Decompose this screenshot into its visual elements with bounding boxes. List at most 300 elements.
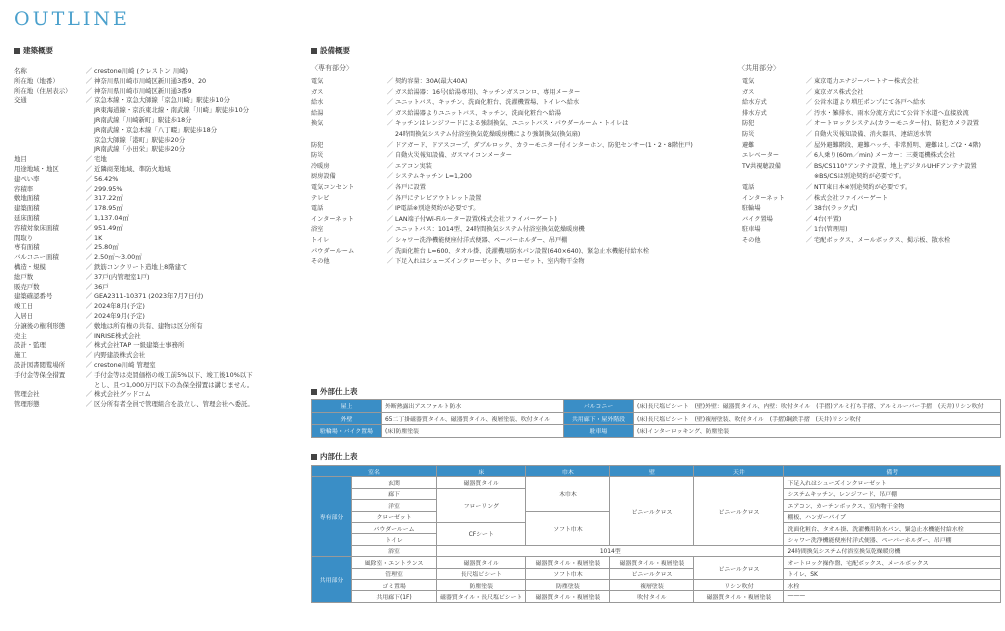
equipment-heading: 設備概要	[311, 45, 350, 56]
item-label	[14, 145, 84, 155]
header-cell: 室名	[312, 466, 437, 477]
square-bullet-icon	[311, 389, 317, 395]
exterior-heading: 外部仕上表	[311, 386, 358, 397]
table-cell: 玄関	[352, 477, 437, 488]
separator: ／	[805, 88, 813, 96]
item-value: 317.22㎡	[94, 194, 123, 203]
item-label: 手付金等保全措置	[14, 370, 66, 379]
separator: ／	[85, 76, 93, 85]
list-item	[14, 322, 304, 332]
item-label: 容積対象床面積	[14, 223, 59, 232]
list-item	[742, 151, 1002, 162]
item-label: 浴室	[311, 226, 324, 234]
item-label: 排水方式	[742, 109, 767, 117]
list-item	[311, 204, 731, 215]
table-cell: オートロック操作盤、宅配ボックス、メールボックス	[784, 557, 1001, 568]
item-value: 神奈川県川崎市川崎区新川通3番9	[94, 86, 192, 95]
list-item	[14, 263, 304, 273]
list-item	[14, 194, 304, 204]
item-value: 近隣商業地域、準防火地域	[94, 164, 171, 173]
item-label: 防災	[742, 130, 755, 138]
list-item	[14, 351, 304, 361]
separator: ／	[85, 400, 93, 409]
table-cell: 共用廊下(1F)	[352, 591, 437, 602]
separator: ／	[386, 88, 394, 96]
exterior-finish-table	[311, 399, 1001, 438]
separator: ／	[85, 96, 93, 105]
item-label	[14, 116, 84, 126]
item-label: 名称	[14, 67, 27, 75]
item-label: 駐車場	[742, 226, 761, 234]
private-equipment-list	[311, 77, 731, 268]
list-item	[14, 77, 304, 87]
list-item	[14, 302, 304, 312]
item-label: 建ぺい率	[14, 174, 40, 183]
item-value: 178.95㎡	[94, 204, 123, 213]
item-label: 総戸数	[14, 272, 34, 281]
list-item	[14, 381, 304, 391]
item-label: 電話	[742, 183, 755, 191]
list-item	[14, 67, 304, 77]
table-cell: 駐輪場・バイク置場	[312, 425, 382, 438]
item-value: 2024年9月(予定)	[94, 311, 145, 320]
list-item	[311, 257, 731, 268]
separator: ／	[805, 215, 813, 223]
item-value: 1,137.04㎡	[94, 213, 129, 222]
page-title: OUTLINE	[14, 8, 130, 30]
table-row	[312, 591, 1001, 602]
table-cell: 磁器質タイル・長尺塩ビシート	[437, 591, 526, 602]
group-cell: 専有部分	[312, 477, 352, 557]
list-item	[742, 194, 1002, 205]
table-cell: (床)防塵塗装	[382, 425, 564, 438]
table-row	[312, 579, 1001, 590]
list-item	[14, 390, 304, 400]
table-cell: 外断熱露出アスファルト防水	[382, 400, 564, 413]
list-item	[311, 247, 731, 258]
table-cell: システムキッチン、レンジフード、吊戸棚	[784, 488, 1001, 499]
item-label: 地目	[14, 155, 27, 164]
list-item	[311, 141, 731, 152]
list-item	[742, 162, 1002, 173]
item-label: バイク置場	[742, 215, 773, 223]
list-item	[14, 253, 304, 263]
item-label: 敷地面積	[14, 194, 40, 203]
item-value: IP電話※別途契約が必要です。	[395, 205, 480, 213]
separator: ／	[386, 183, 394, 191]
table-row	[312, 425, 1001, 438]
item-label: 販売戸数	[14, 282, 40, 291]
table-cell: 24時間換気システム付浴室換気乾燥暖房機	[784, 545, 1001, 556]
square-bullet-icon	[311, 454, 317, 460]
separator: ／	[805, 183, 813, 191]
table-cell: 棚板、ハンガーパイプ	[784, 511, 1001, 522]
table-cell: CFシート	[437, 522, 526, 545]
list-item	[14, 155, 304, 165]
item-value: 2.50㎡〜3.00㎡	[94, 253, 142, 262]
item-label: インターネット	[311, 215, 354, 223]
separator	[84, 136, 94, 146]
separator: ／	[85, 370, 93, 379]
building-heading: 建築概要	[14, 45, 53, 56]
item-value: 36戸	[94, 282, 109, 291]
separator: ／	[386, 173, 394, 181]
separator	[84, 145, 94, 155]
item-value: 契約容量：30A(最大40A)	[395, 78, 468, 85]
item-value: 299.95%	[94, 184, 123, 193]
item-label: 設計図書閲覧場所	[14, 360, 66, 369]
table-cell: ゴミ置場	[352, 579, 437, 590]
table-cell: 磁器質タイル・複層塗装	[694, 591, 784, 602]
item-label	[14, 106, 84, 116]
item-label: 売主	[14, 331, 27, 340]
table-header-row	[312, 466, 1001, 477]
list-item	[14, 371, 304, 381]
item-value: 汚水・雑排水、雨水分流方式にて公営下水道へ直接放流	[814, 109, 969, 117]
common-equipment-label: 〈共用部分〉	[738, 64, 780, 72]
item-label: 電気	[311, 78, 324, 85]
item-value: ガス給湯器：16号(給湯専用)、キッチンガスコンロ、専用メーター	[395, 88, 581, 96]
separator: ／	[805, 130, 813, 138]
item-label: 竣工日	[14, 302, 34, 311]
table-cell: 木巾木	[526, 477, 610, 511]
list-item	[311, 119, 731, 130]
item-label: その他	[742, 236, 761, 244]
table-cell: 廊下	[352, 488, 437, 499]
item-value: 敷地は所有権の共有、建物は区分所有	[94, 321, 203, 330]
item-label	[311, 130, 385, 141]
separator: ／	[386, 258, 394, 266]
item-label: 間取り	[14, 233, 34, 242]
item-label: 所在地（住居表示）	[14, 86, 72, 95]
separator: ／	[85, 184, 93, 193]
list-item	[742, 109, 1002, 120]
list-item	[742, 130, 1002, 141]
list-item	[742, 119, 1002, 130]
item-label: 防犯	[742, 120, 755, 128]
separator: ／	[85, 331, 93, 340]
item-label: バルコニー面積	[14, 253, 59, 262]
table-cell: トイレ	[352, 534, 437, 545]
list-item	[311, 236, 731, 247]
item-value: 4台(平置)	[814, 215, 842, 223]
header-cell: 壁	[610, 466, 694, 477]
item-label: ガス	[742, 88, 755, 96]
separator: ／	[85, 155, 93, 164]
item-value: とし、且つ1,000万円以下の為保全措置は講じません。	[94, 380, 254, 389]
item-label: 分譲後の権利形態	[14, 321, 66, 330]
table-cell: 水栓	[784, 579, 1001, 590]
item-label	[14, 126, 84, 136]
table-cell: 洗面化粧台、タオル掛、洗濯機用防水パン、緊急止水機能付給水栓	[784, 522, 1001, 533]
item-label: 給湯	[311, 109, 324, 117]
item-value: 37戸(内管理室1戸)	[94, 272, 150, 281]
header-cell: 天井	[694, 466, 784, 477]
table-cell: (床)長尺塩ビシート (壁)外壁：磁器質タイル、内壁：吹付タイル (手摺)アルミ打ち手摺、アルミルーバー手摺 (天井)リシン吹付	[634, 400, 1001, 413]
item-value: crestone川崎 管理室	[94, 360, 156, 369]
item-value: シャワー洗浄機能便座付洋式便器、ペーパーホルダー、吊戸棚	[395, 236, 568, 244]
interior-heading: 内部仕上表	[311, 451, 358, 462]
item-label: 建築確認番号	[14, 292, 53, 301]
table-cell: 吹付タイル	[610, 591, 694, 602]
item-label: インターネット	[742, 194, 785, 202]
list-item	[311, 88, 731, 99]
item-label: 防災	[311, 152, 324, 160]
table-cell: シャワー洗浄機能便座付洋式便器、ペーパーホルダー、吊戸棚	[784, 534, 1001, 545]
separator: ／	[85, 204, 93, 213]
separator: ／	[85, 223, 93, 232]
list-item	[14, 400, 304, 410]
item-value: 京急大師線「港町」駅徒歩20分	[94, 135, 186, 144]
separator: ／	[386, 99, 394, 107]
item-value: 内野建設株式会社	[94, 351, 146, 360]
separator: ／	[805, 226, 813, 234]
separator	[84, 126, 94, 136]
separator: ／	[85, 272, 93, 281]
item-value: 24時間換気システム付浴室換気乾燥暖房機により強制換気(換気扇)	[395, 130, 581, 138]
item-value: 神奈川県川崎市川崎区新川通3番9、20	[94, 76, 207, 85]
table-cell: リシン吹付	[694, 579, 784, 590]
item-value: LAN端子付Wi-Fiルーター設置(株式会社ファイバーゲート)	[395, 215, 557, 223]
separator: ／	[386, 109, 394, 117]
separator: ／	[386, 141, 394, 149]
separator: ／	[386, 194, 394, 202]
separator: ／	[805, 99, 813, 107]
separator	[84, 106, 94, 116]
separator	[84, 116, 94, 126]
list-item	[14, 273, 304, 283]
item-value: 自動火災報知設備、ガスマイコンメーター	[395, 152, 512, 160]
item-value: JR南武線「小田栄」駅徒歩20分	[94, 145, 186, 154]
item-value: 手付金等は売買価格の竣工前5%以下、竣工後10%以下	[94, 370, 253, 379]
item-label: 換気	[311, 120, 324, 128]
separator: ／	[85, 311, 93, 320]
item-value: 25.80㎡	[94, 243, 119, 252]
table-cell: ビニールクロス	[694, 557, 784, 580]
separator: ／	[805, 109, 813, 117]
item-label: 管理形態	[14, 400, 40, 409]
table-cell: 磁器質タイル	[437, 477, 526, 488]
list-item	[14, 126, 304, 136]
separator: ／	[386, 226, 394, 234]
table-cell: 風除室・エントランス	[352, 557, 437, 568]
list-item	[14, 96, 304, 106]
item-value: 2024年8月(予定)	[94, 302, 145, 311]
list-item	[14, 185, 304, 195]
interior-finish-table	[311, 465, 1001, 603]
item-value: ユニットバス、キッチン、洗面化粧台、洗濯機置場、トイレへ給水	[395, 99, 580, 107]
table-cell: ソフト巾木	[526, 511, 610, 545]
table-cell: 管理室	[352, 568, 437, 579]
separator: ／	[85, 174, 93, 183]
table-cell: エアコン、カーテンボックス、室内物干金物	[784, 500, 1001, 511]
list-item	[14, 332, 304, 342]
list-item	[14, 341, 304, 351]
item-value: JR南武線・京急本線「八丁畷」駅徒歩18分	[94, 125, 218, 134]
separator: ／	[85, 253, 93, 262]
common-equipment-list	[742, 77, 1002, 247]
table-cell: 下足入れはシューズインクローゼット	[784, 477, 1001, 488]
list-item	[742, 141, 1002, 152]
separator: ／	[386, 162, 394, 170]
list-item	[742, 172, 1002, 183]
item-label: 建築面積	[14, 204, 40, 213]
list-item	[311, 183, 731, 194]
separator: ／	[386, 205, 394, 213]
list-item	[311, 225, 731, 236]
separator: ／	[386, 215, 394, 223]
list-item	[14, 175, 304, 185]
table-cell: 磁器質タイル・複層塗装	[526, 591, 610, 602]
item-value: 京急本線・京急大師線「京急川崎」駅徒歩10分	[94, 96, 230, 105]
list-item	[14, 234, 304, 244]
item-label: 冷暖房	[311, 162, 330, 170]
item-label: 所在地（地番）	[14, 76, 59, 85]
item-value: GEA2311-10371 (2023年7月7日付)	[94, 292, 204, 301]
item-label: エレベーター	[742, 152, 780, 160]
table-cell: (床)インターロッキング、防塵塗装	[634, 425, 1001, 438]
table-row	[312, 412, 1001, 425]
separator: ／	[85, 390, 93, 399]
table-cell: フローリング	[437, 488, 526, 522]
list-item	[311, 130, 731, 141]
item-value: 公営水道より増圧ポンプにて各戸へ給水	[814, 99, 926, 107]
separator: ／	[85, 360, 93, 369]
separator: ／	[805, 141, 813, 149]
list-item	[742, 236, 1002, 247]
list-item	[742, 183, 1002, 194]
item-value: 宅地	[94, 155, 107, 164]
item-label: 避難	[742, 141, 755, 149]
item-label: 用途地域・地区	[14, 164, 59, 173]
item-value: crestone川崎 (クレストン 川崎)	[94, 67, 189, 75]
separator: ／	[805, 205, 813, 213]
item-value: 洗面化粧台 L=600、タオル掛、洗濯機用防水パン設置(640×640)、緊急止水機能付給水栓	[395, 247, 650, 255]
table-cell: パウダールーム	[352, 522, 437, 533]
list-item	[742, 77, 1002, 88]
item-value: 鉄筋コンクリート造地上8階建て	[94, 262, 188, 271]
list-item	[14, 136, 304, 146]
separator: ／	[805, 236, 813, 244]
separator: ／	[85, 321, 93, 330]
table-cell: 磁器質タイル	[437, 557, 526, 568]
item-value: JR東海道線・京浜東北線・南武線「川崎」駅徒歩10分	[94, 106, 250, 115]
item-label	[14, 381, 84, 391]
table-cell: 1014型	[437, 545, 784, 556]
item-value: 区分所有者全員で管理組合を設立し、管理会社へ委託。	[94, 400, 254, 409]
item-value: 下足入れはシューズインクローゼット、クローゼット、室内物干金物	[395, 258, 585, 266]
list-item	[742, 204, 1002, 215]
list-item	[311, 172, 731, 183]
item-value: NTT東日本※別途契約が必要です。	[814, 183, 912, 191]
table-cell: ソフト巾木	[526, 568, 610, 579]
building-outline-list	[14, 67, 304, 410]
separator: ／	[85, 164, 93, 173]
list-item	[14, 361, 304, 371]
list-item	[311, 98, 731, 109]
header-cell: 巾木	[526, 466, 610, 477]
separator: ／	[805, 120, 813, 128]
separator: ／	[85, 292, 93, 301]
item-label: 延床面積	[14, 213, 40, 222]
item-value: 6人乗り(60m／min) メーカー：三菱電機株式会社	[814, 152, 956, 160]
item-label: 厨房設備	[311, 173, 336, 181]
item-label: その他	[311, 258, 330, 266]
separator: ／	[85, 233, 93, 242]
separator: ／	[805, 78, 813, 85]
item-value: ※BS/CSは別途契約が必要です。	[814, 173, 906, 181]
separator: ／	[85, 194, 93, 203]
private-equipment-label: 〈専有部分〉	[311, 64, 353, 72]
item-label: トイレ	[311, 236, 330, 244]
list-item	[742, 215, 1002, 226]
item-label: 電気	[742, 78, 755, 85]
separator: ／	[805, 194, 813, 202]
item-value: 株式会社ファイバーゲート	[814, 194, 889, 202]
separator: ／	[386, 247, 394, 255]
table-row	[312, 545, 1001, 556]
item-label	[742, 172, 804, 183]
separator: ／	[85, 302, 93, 311]
table-cell: 防塵塗装	[526, 579, 610, 590]
item-label: 管理会社	[14, 390, 40, 399]
separator: ／	[805, 152, 813, 160]
item-value: 56.42%	[94, 174, 119, 183]
table-row	[312, 400, 1001, 413]
separator: ／	[85, 341, 93, 350]
item-label: 容積率	[14, 184, 34, 193]
item-label: 交通	[14, 96, 27, 105]
item-label: 給水方式	[742, 99, 767, 107]
item-label: 入居日	[14, 311, 34, 320]
table-cell: バルコニー	[564, 400, 634, 413]
item-value: キッチンはレンジフードによる強制換気、ユニットバス・パウダールーム・トイレは	[395, 120, 629, 128]
item-value: INRISE株式会社	[94, 331, 141, 340]
square-bullet-icon	[14, 48, 20, 54]
table-cell: 駐車場	[564, 425, 634, 438]
list-item	[311, 151, 731, 162]
list-item	[311, 194, 731, 205]
table-cell: 洋室	[352, 500, 437, 511]
separator: ／	[85, 213, 93, 222]
list-item	[14, 224, 304, 234]
list-item	[311, 77, 731, 88]
list-item	[14, 145, 304, 155]
item-label: ガス	[311, 88, 324, 96]
table-cell: 外壁	[312, 412, 382, 425]
header-cell: 備考	[784, 466, 1001, 477]
list-item	[14, 283, 304, 293]
separator: ／	[85, 86, 93, 95]
table-cell: 65二丁掛磁器質タイル、磁器質タイル、複層塗装、吹付タイル	[382, 412, 564, 425]
item-value: システムキッチン L=1,200	[395, 173, 472, 181]
item-label: 構造・規模	[14, 262, 46, 271]
item-label: 防犯	[311, 141, 324, 149]
item-label: 給水	[311, 99, 324, 107]
table-cell: 屋上	[312, 400, 382, 413]
item-label	[14, 136, 84, 146]
list-item	[14, 312, 304, 322]
table-cell: 磁器質タイル・複層塗装	[610, 557, 694, 568]
separator: ／	[85, 262, 93, 271]
item-value: 1K	[94, 233, 103, 242]
separator: ／	[386, 152, 394, 160]
list-item	[311, 162, 731, 173]
item-value: 東京ガス株式会社	[814, 88, 864, 96]
table-cell: 浴室	[352, 545, 437, 556]
item-label: 電話	[311, 205, 324, 213]
item-value: ガス給湯器よりユニットバス、キッチン、洗面化粧台へ給湯	[395, 109, 561, 117]
